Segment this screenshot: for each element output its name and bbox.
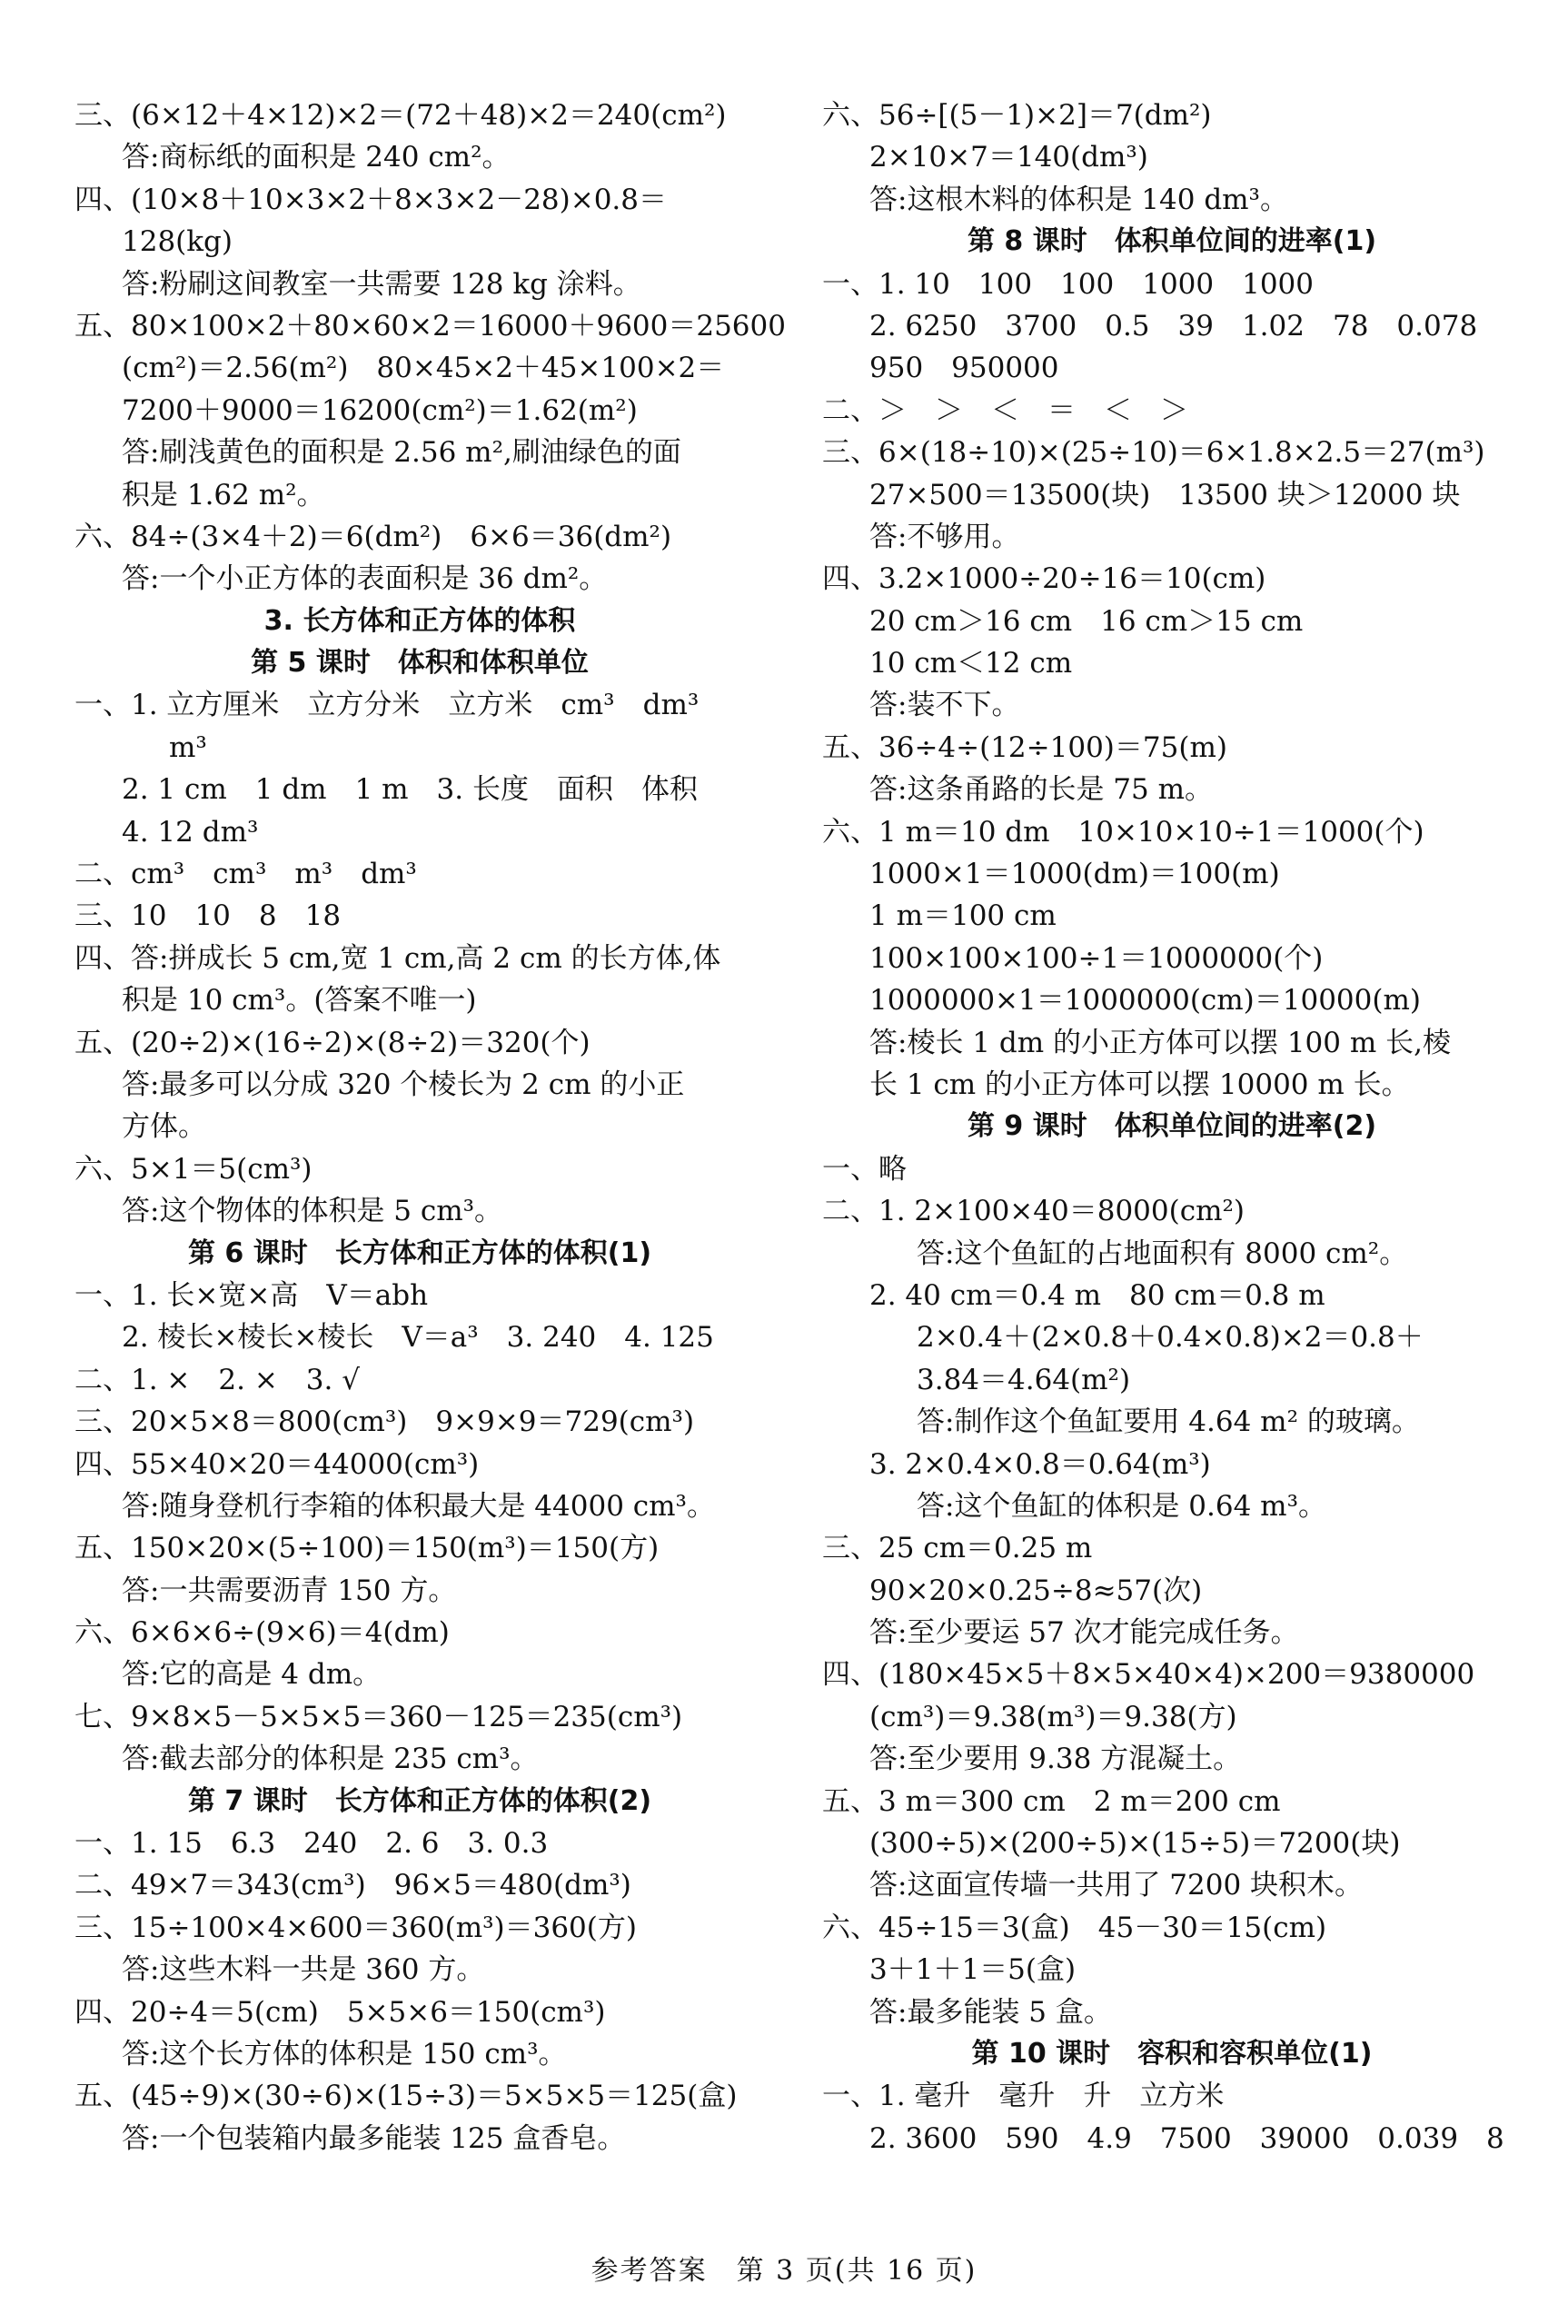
answer-line: 二、1. × 2. × 3. √ — [74, 1363, 360, 1396]
answer-line: 答:这个鱼缸的体积是 0.64 m³。 — [917, 1489, 1326, 1523]
answer-line: 一、1. 立方厘米 立方分米 立方米 cm³ dm³ — [74, 689, 700, 722]
answer-line: 三、6×(18÷10)×(25÷10)＝6×1.8×2.5＝27(m³) — [822, 436, 1485, 470]
answer-line: 长 1 cm 的小正方体可以摆 10000 m 长。 — [869, 1068, 1410, 1101]
answer-line: 一、1. 长×宽×高 V＝abh — [74, 1278, 429, 1312]
answer-line: 3.84＝4.64(m²) — [917, 1363, 1131, 1396]
answer-line: 1000000×1＝1000000(cm)＝10000(m) — [869, 984, 1421, 1018]
answer-line: 一、1. 15 6.3 240 2. 6 3. 0.3 — [74, 1827, 549, 1861]
answer-line: 答:随身登机行李箱的体积最大是 44000 cm³。 — [122, 1489, 715, 1523]
answer-line: 答:刷浅黄色的面积是 2.56 m²,刷油绿色的面 — [122, 436, 681, 470]
page-footer: 参考答案 第 3 页(共 16 页) — [590, 2255, 978, 2287]
answer-line: 答:一个小正方体的表面积是 36 dm²。 — [122, 562, 608, 596]
section-heading: 第 7 课时 长方体和正方体的体积(2) — [187, 1784, 652, 1817]
section-heading: 第 10 课时 容积和容积单位(1) — [971, 2037, 1373, 2070]
answer-line: 27×500＝13500(块) 13500 块＞12000 块 — [869, 478, 1461, 511]
answer-line: 五、3 m＝300 cm 2 m＝200 cm — [822, 1784, 1281, 1818]
answer-line: 答:一个包装箱内最多能装 125 盒香皂。 — [122, 2121, 626, 2155]
answer-line: 128(kg) — [122, 225, 233, 259]
answer-line: 7200＋9000＝16200(cm²)＝1.62(m²) — [122, 393, 638, 427]
answer-line: (300÷5)×(200÷5)×(15÷5)＝7200(块) — [869, 1827, 1401, 1861]
answer-line: 答:截去部分的体积是 235 cm³。 — [122, 1743, 539, 1776]
answer-line: 二、1. 2×100×40＝8000(cm²) — [822, 1195, 1245, 1228]
answer-line: 答:棱长 1 dm 的小正方体可以摆 100 m 长,棱 — [869, 1026, 1451, 1059]
answer-line: 七、9×8×5－5×5×5＝360－125＝235(cm³) — [74, 1700, 683, 1733]
answer-line: 2. 40 cm＝0.4 m 80 cm＝0.8 m — [869, 1278, 1325, 1312]
answer-line: 答:这个物体的体积是 5 cm³。 — [122, 1195, 503, 1228]
answer-line: 四、答:拼成长 5 cm,宽 1 cm,高 2 cm 的长方体,体 — [74, 941, 721, 975]
answer-line: 4. 12 dm³ — [122, 815, 259, 849]
answer-line: 积是 10 cm³。(答案不唯一) — [122, 984, 477, 1018]
section-heading: 第 5 课时 体积和体积单位 — [251, 647, 589, 680]
answer-line: 答:商标纸的面积是 240 cm²。 — [122, 141, 511, 174]
answer-line: 六、1 m＝10 dm 10×10×10÷1＝1000(个) — [822, 815, 1424, 849]
answer-line: (cm²)＝2.56(m²) 80×45×2＋45×100×2＝ — [122, 352, 725, 385]
answer-line: 五、(20÷2)×(16÷2)×(8÷2)＝320(个) — [74, 1026, 590, 1059]
answer-line: 积是 1.62 m²。 — [122, 478, 325, 511]
answer-line: 方体。 — [122, 1110, 206, 1144]
answer-line: 答:最多能装 5 盒。 — [869, 1995, 1112, 2029]
answer-line: 3. 2×0.4×0.8＝0.64(m³) — [869, 1447, 1211, 1481]
answer-line: 1000×1＝1000(dm)＝100(m) — [869, 858, 1280, 891]
answer-line: 3＋1＋1＝5(盒) — [869, 1953, 1077, 1987]
answer-line: 20 cm＞16 cm 16 cm＞15 cm — [869, 604, 1304, 638]
answer-line: 五、36÷4÷(12÷100)＝75(m) — [822, 730, 1227, 764]
section-heading: 第 9 课时 体积单位间的进率(2) — [967, 1110, 1377, 1143]
answer-line: 六、6×6×6÷(9×6)＝4(dm) — [74, 1616, 450, 1650]
answer-line: 四、20÷4＝5(cm) 5×5×6＝150(cm³) — [74, 1995, 606, 2029]
answer-line: 三、15÷100×4×600＝360(m³)＝360(方) — [74, 1911, 637, 1944]
section-heading: 第 6 课时 长方体和正方体的体积(1) — [187, 1236, 652, 1269]
answer-line: (cm³)＝9.38(m³)＝9.38(方) — [869, 1700, 1237, 1733]
answer-line: 五、(45÷9)×(30÷6)×(15÷3)＝5×5×5＝125(盒) — [74, 2080, 738, 2113]
answer-line: 950 950000 — [869, 352, 1059, 385]
answer-line: 答:这根木料的体积是 140 dm³。 — [869, 183, 1288, 216]
answer-line: 五、80×100×2＋80×60×2＝16000＋9600＝25600 — [74, 309, 786, 343]
answer-line: 2. 3600 590 4.9 7500 39000 0.039 8 — [869, 2121, 1504, 2155]
answer-line: 答:至少要运 57 次才能完成任务。 — [869, 1616, 1299, 1650]
answer-line: 2. 6250 3700 0.5 39 1.02 78 0.078 — [869, 309, 1478, 343]
answer-line: 二、＞ ＞ ＜ ＝ ＜ ＞ — [822, 393, 1188, 427]
answer-line: 答:制作这个鱼缸要用 4.64 m² 的玻璃。 — [917, 1405, 1420, 1439]
answer-line: 六、84÷(3×4＋2)＝6(dm²) 6×6＝36(dm²) — [74, 520, 672, 553]
answer-line: 四、55×40×20＝44000(cm³) — [74, 1447, 480, 1481]
answer-line: 2. 1 cm 1 dm 1 m 3. 长度 面积 体积 — [122, 773, 698, 807]
answer-line: 答:这面宣传墙一共用了 7200 块积木。 — [869, 1869, 1364, 1902]
answer-line: 一、1. 毫升 毫升 升 立方米 — [822, 2080, 1225, 2113]
answer-line: 四、3.2×1000÷20÷16＝10(cm) — [822, 562, 1266, 596]
answer-line: 五、150×20×(5÷100)＝150(m³)＝150(方) — [74, 1532, 660, 1565]
answer-line: 四、(10×8＋10×3×2＋8×3×2－28)×0.8＝ — [74, 183, 668, 216]
right-column — [822, 94, 1522, 2160]
answer-line: 三、10 10 8 18 — [74, 899, 342, 933]
answer-line: 答:不够用。 — [869, 520, 1020, 553]
answer-line: 答:最多可以分成 320 个棱长为 2 cm 的小正 — [122, 1068, 685, 1101]
answer-line: 90×20×0.25÷8≈57(次) — [869, 1574, 1203, 1607]
answer-line: 100×100×100÷1＝1000000(个) — [869, 941, 1324, 975]
answer-line: 六、45÷15＝3(盒) 45－30＝15(cm) — [822, 1911, 1327, 1944]
answer-line: 三、20×5×8＝800(cm³) 9×9×9＝729(cm³) — [74, 1405, 695, 1439]
answer-line: 10 cm＜12 cm — [869, 647, 1073, 680]
answer-line: 四、(180×45×5＋8×5×40×4)×200＝9380000 — [822, 1658, 1475, 1692]
answer-line: 答:这个长方体的体积是 150 cm³。 — [122, 2037, 567, 2071]
answer-line: 2. 棱长×棱长×棱长 V＝a³ 3. 240 4. 125 — [122, 1321, 714, 1355]
answer-line: 一、1. 10 100 100 1000 1000 — [822, 267, 1315, 301]
answer-line: 六、56÷[(5－1)×2]＝7(dm²) — [822, 99, 1212, 132]
answer-line: 答:这条甬路的长是 75 m。 — [869, 773, 1213, 807]
answer-line: 一、略 — [822, 1152, 907, 1186]
answer-line: 六、5×1＝5(cm³) — [74, 1152, 313, 1186]
answer-line: 三、(6×12＋4×12)×2＝(72＋48)×2＝240(cm²) — [74, 99, 727, 132]
answer-line: 答:粉刷这间教室一共需要 128 kg 涂料。 — [122, 267, 641, 301]
answer-line: 二、49×7＝343(cm³) 96×5＝480(dm³) — [74, 1869, 631, 1902]
answer-line: 2×10×7＝140(dm³) — [869, 141, 1148, 174]
answer-line: 答:这个鱼缸的占地面积有 8000 cm²。 — [917, 1236, 1408, 1270]
answer-line: 答:它的高是 4 dm。 — [122, 1658, 382, 1692]
answer-line: 答:一共需要沥青 150 方。 — [122, 1574, 457, 1607]
left-column — [74, 94, 786, 2160]
answer-line: 答:至少要用 9.38 方混凝土。 — [869, 1743, 1242, 1776]
answer-line: m³ — [169, 730, 207, 764]
answer-line: 答:这些木料一共是 360 方。 — [122, 1953, 485, 1987]
answer-line: 二、cm³ cm³ m³ dm³ — [74, 858, 417, 891]
answer-line: 答:装不下。 — [869, 689, 1020, 722]
answer-line: 2×0.4＋(2×0.8＋0.4×0.8)×2＝0.8＋ — [917, 1321, 1424, 1355]
answer-line: 三、25 cm＝0.25 m — [822, 1532, 1093, 1565]
answer-line: 1 m＝100 cm — [869, 899, 1057, 933]
section-heading: 第 8 课时 体积单位间的进率(1) — [967, 225, 1377, 258]
section-heading: 3. 长方体和正方体的体积 — [263, 604, 576, 637]
